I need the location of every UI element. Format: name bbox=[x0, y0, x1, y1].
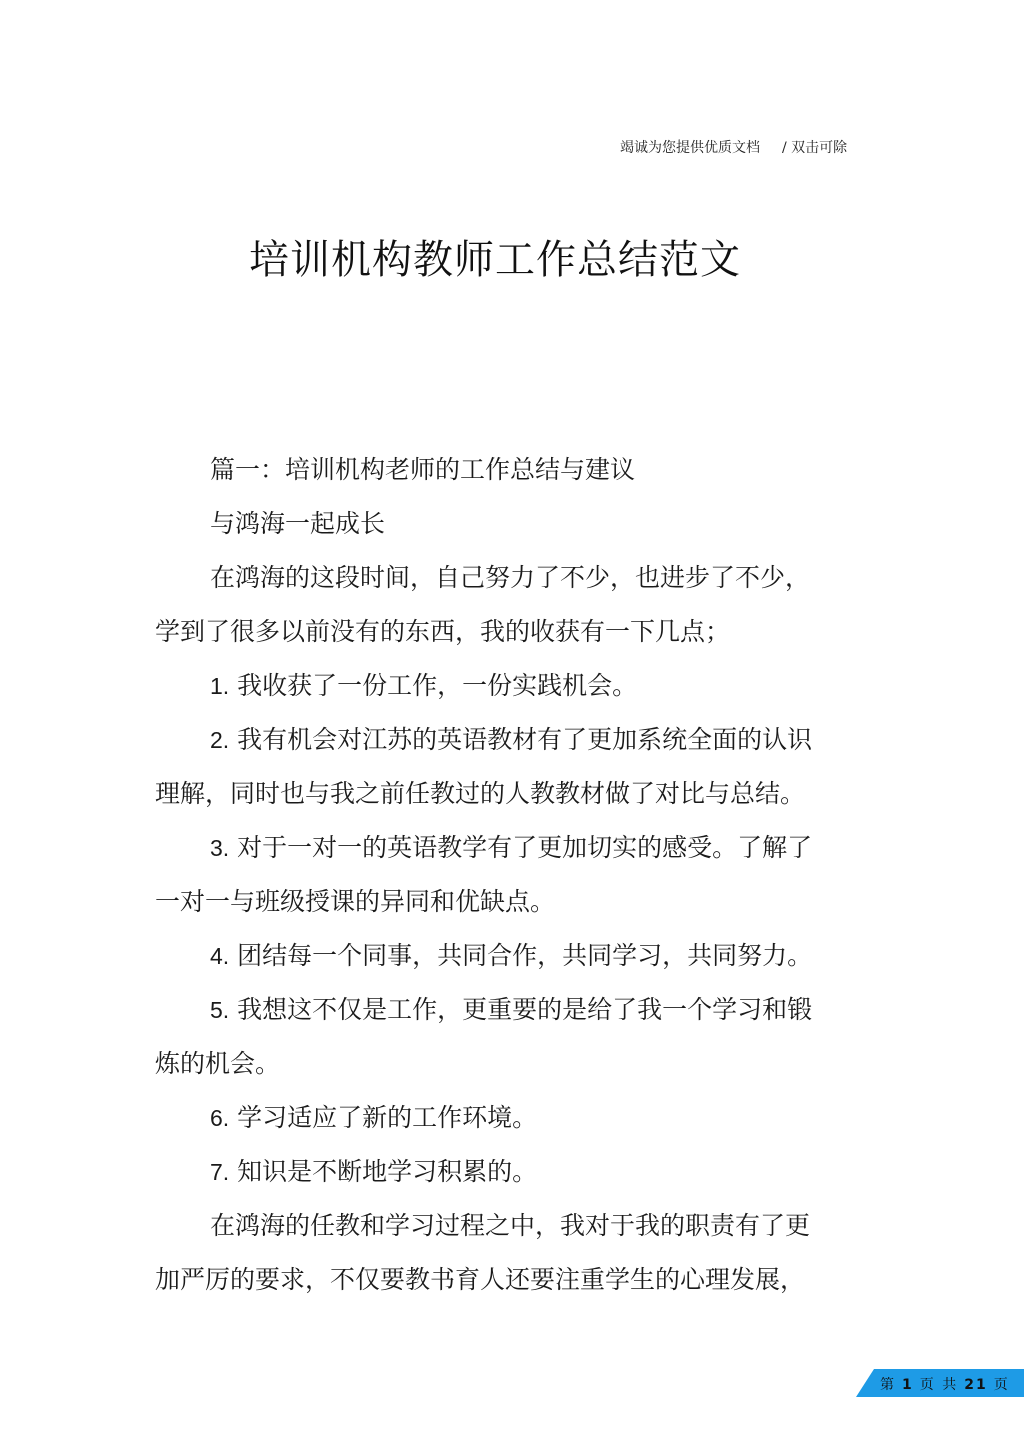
list-item-number: 5. bbox=[210, 997, 230, 1023]
list-item-text: 学习适应了新的工作环境。 bbox=[237, 1103, 538, 1132]
list-item-number: 6. bbox=[210, 1105, 230, 1131]
intro-paragraph: 在鸿海的这段时间，自己努力了不少，也进步了不少，学到了很多以前没有的东西，我的收获有一下几点； bbox=[155, 563, 811, 646]
page-prefix: 第 bbox=[880, 1377, 896, 1393]
list-item-number: 2. bbox=[210, 727, 230, 753]
list-item-text: 知识是不断地学习积累的。 bbox=[237, 1157, 538, 1186]
list-item-number: 3. bbox=[210, 835, 230, 861]
list-item-number: 4. bbox=[210, 943, 230, 969]
page-total: 21 bbox=[964, 1377, 988, 1393]
list-item bbox=[155, 1145, 815, 1199]
page-mid: 页 共 bbox=[919, 1377, 959, 1393]
list-item bbox=[155, 821, 815, 929]
page-suffix: 页 bbox=[993, 1377, 1010, 1393]
list-item bbox=[155, 929, 815, 983]
header-note-right: / 双击可除 bbox=[782, 140, 848, 156]
list-item bbox=[155, 659, 815, 713]
list-item-number: 1. bbox=[210, 673, 230, 699]
list-item-text: 我想这不仅是工作，更重要的是给了我一个学习和锻炼的机会。 bbox=[155, 995, 813, 1078]
closing-paragraph: 在鸿海的任教和学习过程之中，我对于我的职责有了更加严厉的要求，不仅要教书育人还要注重学生的心理发展， bbox=[155, 1211, 811, 1294]
header-note bbox=[620, 137, 847, 157]
list-item-text: 团结每一个同事，共同合作，共同学习，共同努力。 bbox=[237, 941, 813, 970]
list-item bbox=[155, 1091, 815, 1145]
list-item-text: 我收获了一份工作，一份实践机会。 bbox=[237, 671, 638, 700]
list-item bbox=[155, 713, 815, 821]
header-note-left: 竭诚为您提供优质文档 bbox=[620, 140, 760, 156]
page-indicator bbox=[880, 1374, 1010, 1394]
subheading: 与鸿海一起成长 bbox=[210, 509, 386, 538]
list-item-text: 我有机会对江苏的英语教材有了更加系统全面的认识理解，同时也与我之前任教过的人教教材做了对比与总结。 bbox=[155, 725, 813, 808]
page-current: 1 bbox=[902, 1377, 914, 1393]
document-title: 培训机构教师工作总结范文 bbox=[249, 237, 741, 283]
list-item-text: 对于一对一的英语教学有了更加切实的感受。了解了一对一与班级授课的异同和优缺点。 bbox=[155, 833, 813, 916]
section-heading: 篇一：培训机构老师的工作总结与建议 bbox=[210, 455, 636, 484]
list-item-number: 7. bbox=[210, 1159, 230, 1185]
document-body bbox=[155, 443, 815, 1307]
list-item bbox=[155, 983, 815, 1091]
